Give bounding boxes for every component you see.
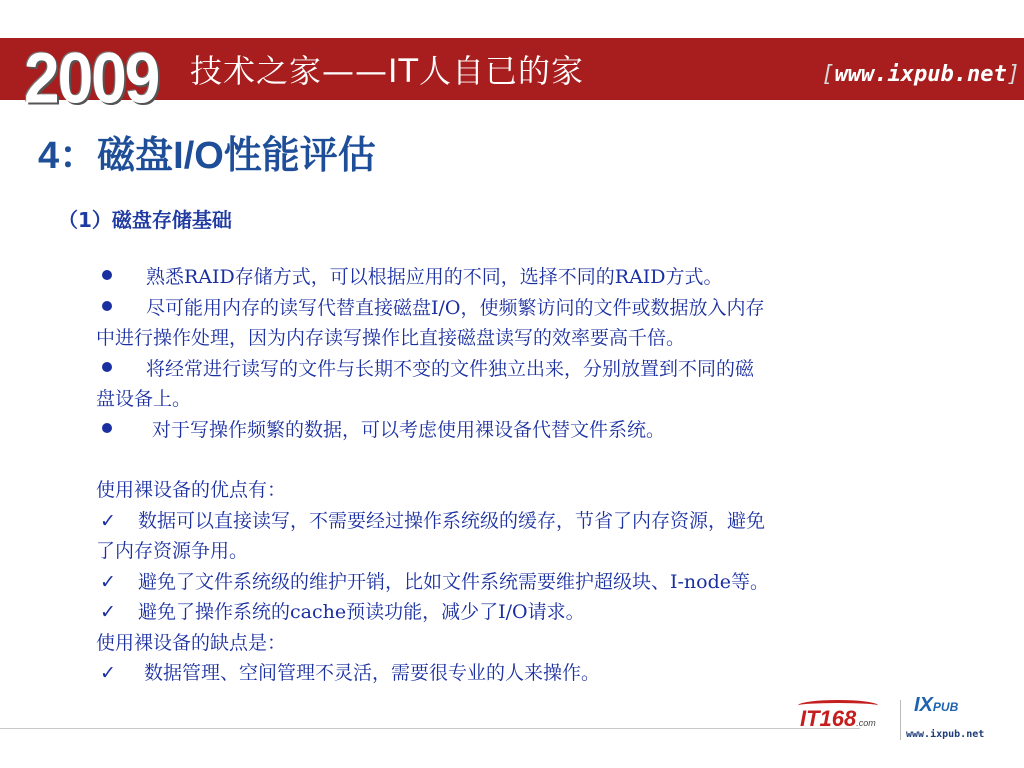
it168-logo[interactable]	[800, 706, 876, 732]
spacer	[96, 445, 988, 475]
it168-logo-text: IT168	[800, 706, 857, 731]
ixpub-logo-text: IX	[914, 694, 933, 716]
site-url-text: www.ixpub.net	[834, 62, 1007, 87]
slide-heading: 4：磁盘I/O性能评估	[38, 135, 376, 177]
checkmark-icon: ✓	[100, 570, 116, 593]
bullet-item-2-cont: 中进行操作处理，因为内存读写操作比直接磁盘读写的效率要高千倍。	[96, 327, 686, 349]
checkmark-icon: ✓	[100, 662, 116, 684]
bullet-dot-icon	[102, 362, 112, 372]
bracket-right: ]	[1006, 62, 1020, 87]
bullet-dot-icon	[102, 423, 112, 433]
pro-text: 避免了文件系统级的维护开销，比如文件系统需要维护超级块、I-node等。	[138, 570, 770, 593]
con-text: 数据管理、空间管理不灵活，需要很专业的人来操作。	[138, 662, 601, 684]
bullet-item-1	[96, 262, 988, 293]
cons-heading: 使用裸设备的缺点是：	[96, 631, 287, 654]
it168-swoosh-icon	[798, 700, 878, 711]
site-url[interactable]	[821, 62, 1020, 88]
footer-divider	[0, 728, 860, 729]
bullet-item-2	[96, 293, 988, 324]
pro-item-1-cont: 了内存资源争用。	[96, 540, 249, 562]
bullet-item-3	[96, 354, 988, 385]
bullet-dot-icon	[102, 301, 112, 311]
pro-text: 避免了操作系统的cache预读功能，减少了I/O请求。	[138, 601, 585, 623]
section-subheading: （1）磁盘存储基础	[58, 208, 232, 232]
pros-heading: 使用裸设备的优点有：	[96, 479, 287, 501]
pro-item-3	[96, 597, 988, 628]
slide-body	[96, 262, 988, 689]
ixpub-logo-suffix: PUB	[932, 700, 959, 714]
checkmark-icon: ✓	[100, 601, 116, 623]
checkmark-icon: ✓	[100, 509, 116, 532]
bullet-dot-icon	[102, 270, 112, 280]
bullet-item-4	[96, 415, 988, 446]
bullet-text: 尽可能用内存的读写代替直接磁盘I/O，使频繁访问的文件或数据放入内存	[146, 296, 765, 319]
pro-text: 数据可以直接读写，不需要经过操作系统级的缓存，节省了内存资源，避免	[138, 509, 766, 532]
pro-item-2	[96, 567, 988, 598]
bullet-item-3-cont: 盘设备上。	[96, 388, 192, 410]
ixpub-logo[interactable]	[914, 694, 958, 717]
bracket-left: [	[821, 62, 835, 87]
logo-separator	[900, 700, 901, 740]
bullet-text: 将经常进行读写的文件与长期不变的文件独立出来，分别放置到不同的磁	[146, 357, 755, 380]
pro-item-1	[96, 506, 988, 537]
banner-title: 技术之家——IT人自已的家	[190, 52, 584, 90]
bullet-text: 熟悉RAID存储方式，可以根据应用的不同，选择不同的RAID方式。	[146, 266, 723, 288]
con-item-1	[96, 658, 988, 689]
year-logo: 2009	[24, 37, 159, 119]
ixpub-url[interactable]: www.ixpub.net	[906, 729, 985, 740]
bullet-text: 对于写操作频繁的数据，可以考虑使用裸设备代替文件系统。	[146, 418, 666, 441]
it168-logo-suffix: .com	[856, 718, 876, 728]
